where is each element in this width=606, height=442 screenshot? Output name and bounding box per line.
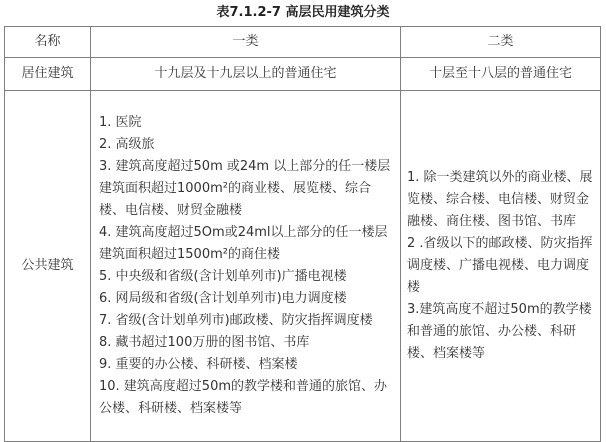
public-class-one-item: 3. 建筑高度超过50m 或24m 以上部分的任一楼层建筑面积超过1000m²的商业楼、展览楼、综合楼、电信楼、财贸金融楼 (99, 159, 391, 218)
residential-class-one: 十九层及十九层以上的普通住宅 (91, 58, 401, 91)
public-class-one-item: 9. 重要的办公楼、科研楼、档案楼 (99, 357, 298, 372)
public-class-one-item: 4. 建筑高度超过5Om或24ml以上部分的任一楼层建筑面积超过1500m²的商住楼 (99, 225, 388, 262)
public-class-one-item: 5. 中央级和省级(含计划单列市)广播电视楼 (99, 269, 347, 284)
public-class-one-item: 8. 藏书超过100万册的图书馆、书库 (99, 335, 310, 350)
public-class-one-item: 7. 省级(含计划单列市)邮政楼、防灾指挥调度楼 (99, 313, 373, 328)
public-class-one (91, 91, 401, 442)
public-class-two (401, 91, 601, 442)
public-class-one-item: 10. 建筑高度超过50m的教学楼和普通的旅馆、办公楼、科研楼、档案楼等 (99, 379, 388, 416)
residential-class-two: 十层至十八层的普通住宅 (401, 58, 601, 91)
public-class-two-item: 2 .省级以下的邮政楼、防灾指挥调度楼、广播电视楼、电力调度楼 (407, 236, 593, 295)
public-class-one-item: 6. 网局级和省级(含计划单列市)电力调度楼 (99, 291, 347, 306)
header-class-two: 二类 (401, 27, 601, 58)
header-name: 名称 (5, 27, 91, 58)
residential-name: 居住建筑 (5, 58, 91, 91)
header-row (5, 27, 601, 58)
public-class-one-item: 2. 高级旅 (99, 137, 155, 152)
table-title: 表7.1.2-7 高层民用建筑分类 (216, 5, 390, 20)
residential-row (5, 58, 601, 91)
public-name: 公共建筑 (5, 91, 91, 442)
building-classification-table (4, 26, 601, 442)
public-class-two-item: 3.建筑高度不超过50m的教学楼和普通的旅馆、办公楼、科研楼、档案楼等 (407, 302, 592, 361)
public-class-one-item: 1. 医院 (99, 115, 142, 130)
public-row (5, 91, 601, 442)
public-class-two-item: 1. 除一类建筑以外的商业楼、展览楼、综合楼、电信楼、财贸金融楼、商住楼、图书馆、书库 (407, 170, 593, 229)
header-class-one: 一类 (91, 27, 401, 58)
